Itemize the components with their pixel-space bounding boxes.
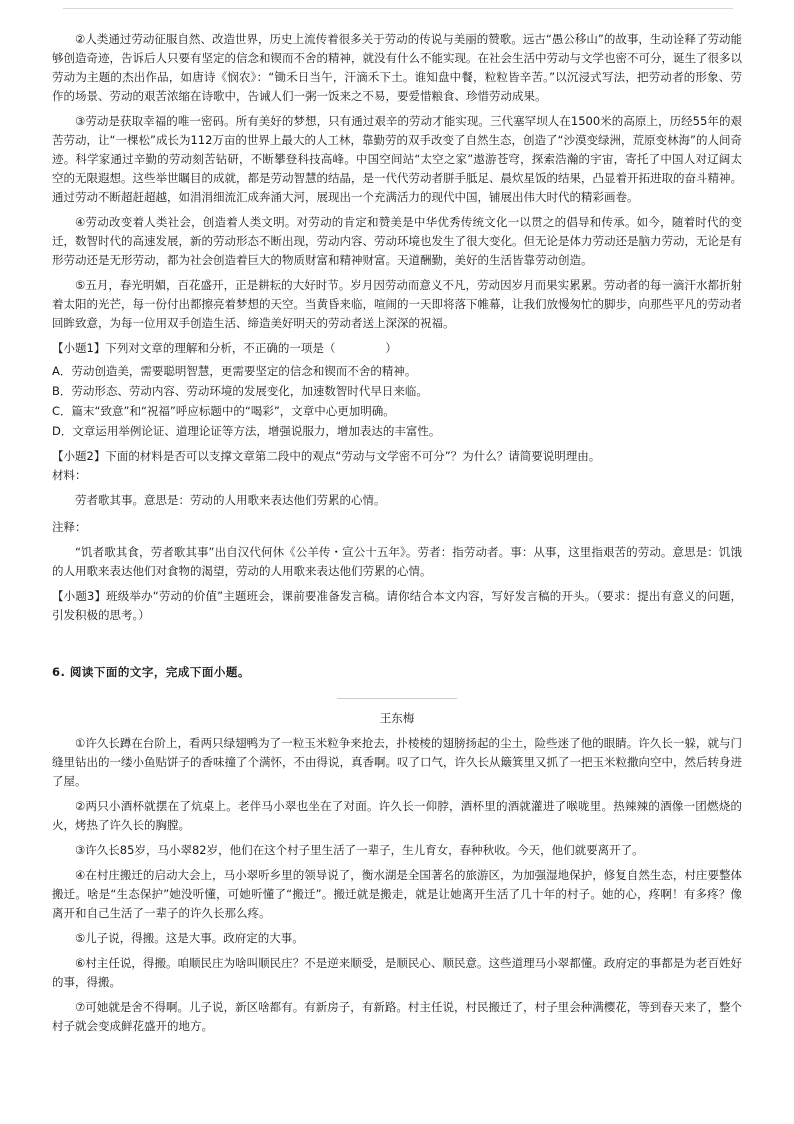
document-body <box>52 30 742 1042</box>
story-paragraph-5: ⑤儿子说，得搬。这是大事。政府定的大事。 <box>75 931 304 945</box>
option-b: B．劳动形态、劳动内容、劳动环境的发展变化，加速数智时代早日来临。 <box>52 384 428 398</box>
note-text: “饥者歌其食，劳者歌其事”出自汉代何休《公羊传・宣公十五年》。劳者：指劳动者。事：从事，这里指艰苦的劳动。意思是：饥饿的人用歌来表达他们对食物的渴望，劳动的人用歌来表达他们劳累的心情。 <box>52 545 742 578</box>
top-divider <box>63 8 733 9</box>
story-paragraph-7: ⑦可她就是舍不得啊。儿子说，新区啥都有。有新房子，有新路。村主任说，村民搬迁了，村子里会种满樱花，等到春天来了，整个村子就会变成鲜花盛开的地方。 <box>52 1000 742 1033</box>
passage-paragraph-3: ③劳动是获取幸福的唯一密码。所有美好的梦想，只有通过艰辛的劳动才能实现。三代塞罕坝人在1500米的高原上，历经55年的艰苦劳动，让“一棵松”成长为112万亩的世界上最大的人工林，靠勤劳的双手改变了自然生态，创造了“沙漠变绿洲，荒原变林海”的人间奇迹。科学家通过辛勤的劳动刻苦钻研，不断攀登科技高峰。中国空间站“太空之家”遨游苍穹，探索浩瀚的宇宙，寄托了中国人对辽阔太空的无限遐想。这些举世瞩目的成就，都是劳动智慧的结晶，是一代代劳动者胼手胝足、晨炊星饭的结果，凸显着开拓进取的奋斗精神。通过劳动不断超赶超越，如涓涓细流汇成奔涌大河，展现出一个充满活力的现代中国，铺展出伟大时代的精彩画卷。 <box>52 114 742 204</box>
question-2: 【小题2】下面的材料是否可以支撑文章第二段中的观点“劳动与文学密不可分”？为什么？请简要说明理由。 <box>52 449 601 463</box>
question-1-stem: 【小题1】下列对文章的理解和分析，不正确的一项是（ <box>52 341 336 355</box>
story-paragraph-4: ④在村庄搬迁的启动大会上，马小翠听乡里的领导说了，衡水湖是全国著名的旅游区，为加强湿地保护，修复自然生态，村庄要整体搬迁。啥是“生态保护”她没听懂，可她听懂了“搬迁”。搬迁就是搬走，就是让她离开生活了几十年的村子。她的心，疼啊！有多疼？像离开和自己生活了一辈子的许久长那么疼。 <box>52 868 742 920</box>
section-6-title: 6. 阅读下面的文字，完成下面小题。 <box>52 665 250 679</box>
story-paragraph-6: ⑥村主任说，得搬。咱顺民庄为啥叫顺民庄？不是逆来顺受，是顺民心、顺民意。这些道理马小翠都懂。政府定的事都是为老百姓好的事，得搬。 <box>52 956 742 989</box>
passage-paragraph-4: ④劳动改变着人类社会，创造着人类文明。对劳动的肯定和赞美是中华优秀传统文化一以贯之的倡导和传承。如今，随着时代的变迁，数智时代的高速发展，新的劳动形态不断出现，劳动内容、劳动环境也发生了很大变化。但无论是体力劳动还是脑力劳动，无论是有形劳动还是无形劳动，都为社会创造着巨大的物质财富和精神财富。天道酬勤，美好的生活皆靠劳动创造。 <box>52 215 742 267</box>
note-label: 注释： <box>52 520 87 534</box>
option-a: A．劳动创造美，需要聪明智慧，更需要坚定的信念和锲而不舍的精神。 <box>52 364 417 378</box>
title-divider <box>337 698 457 699</box>
story-author: 王东梅 <box>379 711 415 725</box>
option-c: C．篇末“致意”和“祝福”呼应标题中的“喝彩”，文章中心更加明确。 <box>52 404 395 418</box>
question-3: 【小题3】班级举办“劳动的价值”主题班会，课前要准备发言稿。请你结合本文内容，写好发言稿的开头。（要求：提出有意义的问题，引发积极的思考。） <box>52 589 742 622</box>
question-1-close: ） <box>385 341 397 355</box>
material-text: 劳者歌其事。意思是：劳动的人用歌来表达他们劳累的心情。 <box>75 493 386 507</box>
material-label: 材料： <box>52 468 87 482</box>
passage-paragraph-5: ⑤五月，春光明媚，百花盛开，正是耕耘的大好时节。岁月因劳动而意义不凡，劳动因岁月而果实累累。劳动者的每一滴汗水都折射着太阳的光芒，每一份付出都擦亮着梦想的天空。当黄昏来临，喧闹的一天即将落下帷幕，让我们放慢匆忙的脚步，向那些平凡的劳动者回眸致意，为每一位用双手创造生活、缔造美好明天的劳动者送上深深的祝福。 <box>52 278 742 330</box>
story-paragraph-3: ③许久长85岁，马小翠82岁，他们在这个村子里生活了一辈子，生儿育女，春种秋收。今天，他们就要离开了。 <box>75 843 644 857</box>
question-1 <box>52 339 742 358</box>
passage-paragraph-2: ②人类通过劳动征服自然、改造世界，历史上流传着很多关于劳动的传说与美丽的赞歌。远古“愚公移山”的故事，生动诠释了劳动能够创造奇迹，告诉后人只要有坚定的信念和锲而不舍的精神，就没有什么不能实现。在社会生活中劳动与文学也密不可分，诞生了很多以劳动为主题的杰出作品，如唐诗《悯农》：“锄禾日当午，汗滴禾下土。谁知盘中餐，粒粒皆辛苦。”以沉浸式写法，把劳动者的形象、劳作的场景、劳动的艰苦浓缩在诗歌中，告诫人们一粥一饭来之不易，要爱惜粮食、珍惜劳动成果。 <box>52 32 742 103</box>
story-paragraph-1: ①许久长蹲在台阶上，看两只绿翅鸭为了一粒玉米粒争来抢去，扑棱棱的翅膀扬起的尘土，险些迷了他的眼睛。许久长一躲，就与门缝里钻出的一缕小鱼贴饼子的香味撞了个满怀，不由得说，真香啊。叹了口气，许久长从簸箕里又抓了一把玉米粒撒向空中，然后转身进了屋。 <box>52 736 742 788</box>
story-paragraph-2: ②两只小酒杯就摆在了炕桌上。老伴马小翠也坐在了对面。许久长一仰脖，酒杯里的酒就灌进了喉咙里。热辣辣的酒像一团燃烧的火，烤热了许久长的胸膛。 <box>52 799 742 832</box>
option-d: D．文章运用举例论证、道理论证等方法，增强说服力，增加表达的丰富性。 <box>52 424 441 438</box>
